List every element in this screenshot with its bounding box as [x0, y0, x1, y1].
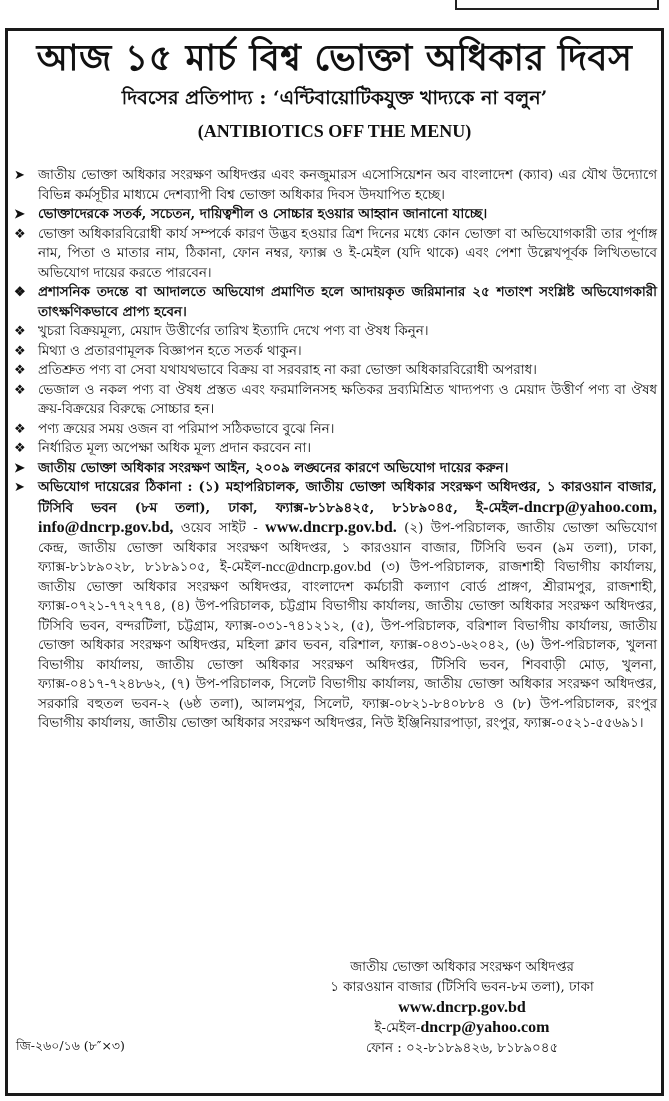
list-item	[12, 225, 657, 284]
diamond-bullet-icon: ❖	[14, 382, 26, 398]
footer-email-label: ই-মেইল-	[374, 1021, 421, 1036]
diamond-bullet-icon: ❖	[14, 343, 26, 359]
top-tab-border	[455, 0, 659, 10]
complaint-address-block	[12, 478, 657, 734]
email-ncc: ncc@dncrp.gov.bd	[265, 560, 371, 575]
list-item-text: প্রতিশ্রুত পণ্য বা সেবা যথাযথভাবে বিক্রয় বা সরবরাহ না করা ভোক্তা অধিকারবিরোধী অপরাধ।	[38, 363, 537, 378]
email-info: info@dncrp.gov.bd,	[38, 519, 174, 536]
list-item	[12, 205, 657, 225]
footer-org: জাতীয় ভোক্তা অধিকার সংরক্ষণ অধিদপ্তর	[350, 960, 574, 975]
list-item-text: জাতীয় ভোক্তা অধিকার সংরক্ষণ অধিদপ্তর এবং কনজুমারস এসোসিয়েশন অব বাংলাদেশ (ক্যাব) এর যৌথ উদ্যোগে বিভিন্ন কর্মসূচীর মাধ্যমে দেশব্যাপী বিশ্ব ভোক্তা অধিকার দিবস উদযাপিত হচ্ছে।	[38, 168, 657, 203]
page-title: আজ ১৫ মার্চ বিশ্ব ভোক্তা অধিকার দিবস	[36, 37, 633, 79]
footer-website: www.dncrp.gov.bd	[398, 999, 526, 1016]
list-item-text: মিথ্যা ও প্রতারণামূলক বিজ্ঞাপন হতে সতর্ক থাকুন।	[38, 343, 302, 359]
diamond-bullet-icon: ❖	[14, 324, 26, 339]
list-item-text: ভোক্তা অধিকারবিরোধী কার্য সম্পর্কে কারণ উদ্ভব হওয়ার ত্রিশ দিনের মধ্যে কোন ভোক্তা বা অভিযোগকারী তার পূর্ণাঙ্গ নাম, পিতা ও মাতার নাম, ঠিকানা, ফোন নম্বর, ফ্যাক্স ও ই-মেইল (যদি থাকে) এবং পেশা উল্লেখপূর্বক লিখিতভাবে অভিযোগ দায়ের করতে পারবেন।	[38, 226, 657, 281]
list-item	[12, 381, 657, 420]
ad-code: জি-২৬০/১৬ (৮″×৩)	[16, 1038, 125, 1053]
website-link: www.dncrp.gov.bd.	[265, 519, 397, 536]
list-item-text: প্রশাসনিক তদন্তে বা আদালতে অভিযোগ প্রমাণিত হলে আদায়কৃত জরিমানার ২৫ শতাংশ সংশ্লিষ্ট অভিযোগকারী তাৎক্ষণিকভাবে প্রাপ্য হবেন।	[38, 284, 657, 320]
arrowhead-bullet-icon: ➤	[14, 460, 25, 476]
list-item-text: পণ্য ক্রয়ের সময় ওজন বা পরিমাপ সঠিকভাবে বুঝে নিন।	[38, 421, 335, 437]
footer-email: dncrp@yahoo.com	[420, 1019, 550, 1036]
address-part-3: (৩) উপ-পরিচালক, রাজশাহী বিভাগীয় কার্যালয়, জাতীয় ভোক্তা অধিকার সংরক্ষণ অধিদপ্তর, বাংলাদেশ কর্মচারী কল্যাণ বোর্ড প্রাঙ্গণ, শ্রীরামপুর, রাজশাহী, ফ্যাক্স-০৭২১-৭৭২৭৭৪, (৪) উপ-পরিচালক, চট্টগ্রাম বিভাগীয় কার্যালয়, জাতীয় ভোক্তা অধিকার সংরক্ষণ অধিদপ্তর, টিসিবি ভবন, বন্দরটিলা, চট্টগ্রাম, ফ্যাক্স-০৩১-৭৪১২১২, (৫), উপ-পরিচালক, বরিশাল বিভাগীয় কার্যালয়, জাতীয় ভোক্তা অধিকার সংরক্ষণ অধিদপ্তর, মহিলা ক্লাব ভবন, বরিশাল, ফ্যাক্স-০৪৩১-৬২০৪২, (৬) উপ-পরিচালক, খুলনা বিভাগীয় কার্যালয়, জাতীয় ভোক্তা অধিকার সংরক্ষণ অধিদপ্তর, টিসিবি ভবন, শিববাড়ী মোড়, খুলনা, ফ্যাক্স-০৪১৭-৭২৪৮৬২, (৭) উপ-পরিচালক, সিলেট বিভাগীয় কার্যালয়, জাতীয় ভোক্তা অধিকার সংরক্ষণ অধিদপ্তর, সরকারি বহুতল ভবন-২ (৬ষ্ঠ তলা), আলমপুর, সিলেট, ফ্যাক্স-০৮২১-৮৪০৮৮৪ ও (৮) উপ-পরিচালক, রংপুর বিভাগীয় কার্যালয়, জাতীয় ভোক্তা অধিকার সংরক্ষণ অধিদপ্তর, নিউ ইঞ্জিনিয়ারপাড়া, রংপুর, ফ্যাক্স-০৫২১-৫৫৬৯১।	[38, 560, 657, 731]
top-strip	[0, 0, 669, 14]
list-item	[12, 361, 657, 381]
arrowhead-bullet-icon: ➤	[14, 168, 25, 183]
address-lead: অভিযোগ দায়েরের ঠিকানা : (১) মহাপরিচালক, জাতীয় ভোক্তা অধিকার সংরক্ষণ অধিদপ্তর, ১ কারওয়ান বাজার, টিসিবি ভবন (৮ম তলা), ঢাকা, ফ্যাক্স-৮১৮৯৪২৫, ৮১৮৯০৪৫, ই-মেইল-	[38, 479, 657, 516]
list-item-text: খুচরা বিক্রয়মূল্য, মেয়াদ উত্তীর্ণের তারিখ ইত্যাদি দেখে পণ্য বা ঔষধ কিনুন।	[38, 324, 429, 339]
list-item	[12, 439, 657, 459]
header	[0, 36, 669, 144]
diamond-bullet-icon: ❖	[14, 363, 26, 378]
notice-list	[12, 166, 657, 734]
list-item-text: ভোক্তাদেরকে সতর্ক, সচেতন, দায়িত্বশীল ও সোচ্চার হওয়ার আহ্বান জানানো যাচ্ছে।	[38, 206, 488, 222]
list-item	[12, 459, 657, 479]
footer-address: ১ কারওয়ান বাজার (টিসিবি ভবন-৮ম তলা), ঢাকা	[330, 980, 594, 995]
footer-phone: ফোন : ০২-৮১৮৯৪২৬, ৮১৮৯০৪৫	[365, 1041, 559, 1056]
theme-subtitle: দিবসের প্রতিপাদ্য : ‘এন্টিবায়োটিকযুক্ত খাদ্যকে না বলুন’	[121, 87, 548, 109]
arrowhead-bullet-icon: ➤	[14, 207, 25, 222]
diamond-bullet-icon: ❖	[14, 285, 26, 300]
list-item-text: জাতীয় ভোক্তা অধিকার সংরক্ষণ আইন, ২০০৯ লঙ্ঘনের কারণে অভিযোগ দায়ের করুন।	[38, 459, 509, 476]
footer-contact	[317, 958, 607, 1059]
list-item	[12, 166, 657, 205]
list-item-text: ভেজাল ও নকল পণ্য বা ঔষধ প্রস্তত এবং ফরমালিনসহ ক্ষতিকর দ্রব্যমিশ্রিত খাদ্যপণ্য ও মেয়াদ উত্তীর্ণ পণ্য বা ঔষধ ক্রয়-বিক্রয়ের বিরুদ্ধে সোচ্চার হন।	[38, 382, 657, 417]
list-item-text: নির্ধারিত মূল্য অপেক্ষা অধিক মূল্য প্রদান করবেন না।	[38, 441, 312, 456]
diamond-bullet-icon: ❖	[14, 226, 26, 242]
list-item	[12, 342, 657, 362]
list-item	[12, 322, 657, 342]
list-item	[12, 283, 657, 322]
english-theme: (ANTIBIOTICS OFF THE MENU)	[197, 121, 472, 141]
website-label: ওয়েব সাইট -	[180, 521, 258, 536]
address-part-2: (২) উপ-পরিচালক, জাতীয় ভোক্তা অভিযোগ কেন্দ্র, জাতীয় ভোক্তা অধিকার সংরক্ষণ অধিদপ্তর, ১ কারওয়ান বাজার, টিসিবি ভবন (৯ম তলা), ঢাকা, ফ্যাক্স-৮১৮৯০২৮, ৮১৮৯১০৫, ই-মেইল-	[38, 521, 657, 575]
list-item	[12, 420, 657, 440]
email-dncrp: dncrp@yahoo.com,	[523, 498, 657, 516]
diamond-bullet-icon: ❖	[14, 441, 26, 456]
diamond-bullet-icon: ❖	[14, 421, 26, 437]
arrowhead-bullet-icon: ➤	[14, 480, 25, 495]
